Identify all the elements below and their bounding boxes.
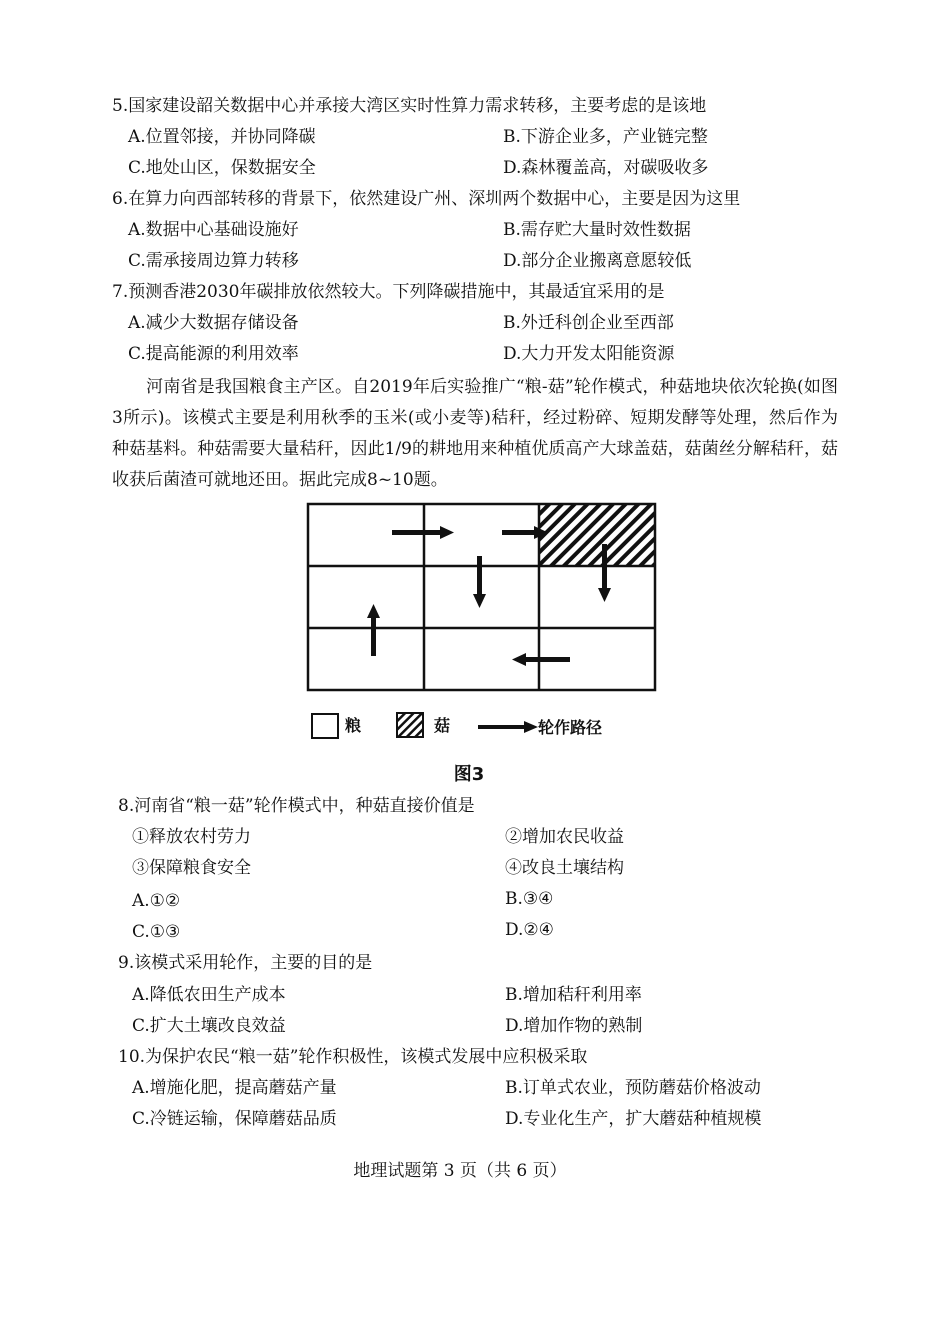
rotation-diagram (300, 496, 670, 746)
question-9-option-c: C.扩大土壤改良效益 (132, 1016, 286, 1036)
question-10-option-a: A.增施化肥，提高蘑菇产量 (132, 1078, 337, 1098)
arrow-down-2 (473, 556, 486, 608)
question-5-option-d: D.森林覆盖高，对碳吸收多 (503, 158, 709, 178)
legend-grain-swatch (311, 713, 339, 739)
question-8-option-c: C.①③ (132, 922, 181, 942)
passage-text: 河南省是我国粮食主产区。自2019年后实验推广“粮-菇”轮作模式，种菇地块依次轮换(如图3所示)。该模式主要是利用秋季的玉米(或小麦等)秸秆，经过粉碎、短期发酵等处理，然后作为种菇基料。种菇需要大量秸秆，因此1/9的耕地用来种植优质高产大球盖菇，菇菌丝分解秸秆，菇收获后菌渣可就地还田。据此完成8~10题。 (112, 377, 838, 490)
question-8-item-1: ①释放农村劳力 (132, 827, 251, 847)
question-6-option-c: C.需承接周边算力转移 (128, 251, 299, 271)
question-9-option-b: B.增加秸秆利用率 (505, 985, 642, 1005)
question-8-item-4: ④改良土壤结构 (505, 858, 624, 878)
question-8-item-2: ②增加农民收益 (505, 827, 624, 847)
arrow-up (367, 604, 380, 656)
question-5-option-c: C.地处山区，保数据安全 (128, 158, 316, 178)
question-8-item-3: ③保障粮食安全 (132, 858, 251, 878)
question-7-option-c: C.提高能源的利用效率 (128, 344, 299, 364)
mushroom-plot (539, 504, 655, 566)
arrow-left (512, 653, 570, 666)
question-6-option-b: B.需存贮大量时效性数据 (503, 220, 691, 240)
page-footer: 地理试题第 3 页（共 6 页） (353, 1161, 567, 1181)
question-7-stem: 7.预测香港2030年碳排放依然较大。下列降碳措施中，其最适宜采用的是 (112, 282, 665, 302)
question-9-option-d: D.增加作物的熟制 (505, 1016, 643, 1036)
question-6-option-d: D.部分企业搬离意愿较低 (503, 251, 692, 271)
question-8-option-b: B.③④ (505, 889, 554, 909)
question-8-option-d: D.②④ (505, 920, 554, 940)
legend-route-label: 轮作路径 (538, 718, 603, 737)
legend-grain-label: 粮 (345, 716, 362, 735)
figure-caption: 图3 (453, 764, 485, 785)
question-10-option-d: D.专业化生产，扩大蘑菇种植规模 (505, 1109, 762, 1129)
question-5-option-b: B.下游企业多，产业链完整 (503, 127, 708, 147)
question-8-stem: 8.河南省“粮一菇”轮作模式中，种菇直接价值是 (118, 796, 475, 816)
question-5-stem: 5.国家建设韶关数据中心并承接大湾区实时性算力需求转移，主要考虑的是该地 (112, 96, 707, 116)
question-8-option-a: A.①② (132, 891, 181, 911)
passage (112, 372, 838, 496)
question-7-option-d: D.大力开发太阳能资源 (503, 344, 675, 364)
question-7-option-a: A.减少大数据存储设备 (128, 313, 299, 333)
question-9-option-a: A.降低农田生产成本 (132, 985, 286, 1005)
question-10-stem: 10.为保护农民“粮一菇”轮作积极性，该模式发展中应积极采取 (118, 1047, 588, 1067)
question-10-option-c: C.冷链运输，保障蘑菇品质 (132, 1109, 337, 1129)
legend-mushroom-swatch (396, 712, 424, 738)
question-9-stem: 9.该模式采用轮作，主要的目的是 (118, 953, 373, 973)
legend-mushroom-label: 菇 (434, 716, 451, 735)
question-7-option-b: B.外迁科创企业至西部 (503, 313, 674, 333)
legend-route-arrow-icon (478, 720, 540, 734)
question-5-option-a: A.位置邻接，并协同降碳 (128, 127, 316, 147)
question-10-option-b: B.订单式农业，预防蘑菇价格波动 (505, 1078, 761, 1098)
question-6-option-a: A.数据中心基础设施好 (128, 220, 299, 240)
question-6-stem: 6.在算力向西部转移的背景下，依然建设广州、深圳两个数据中心，主要是因为这里 (112, 189, 741, 209)
